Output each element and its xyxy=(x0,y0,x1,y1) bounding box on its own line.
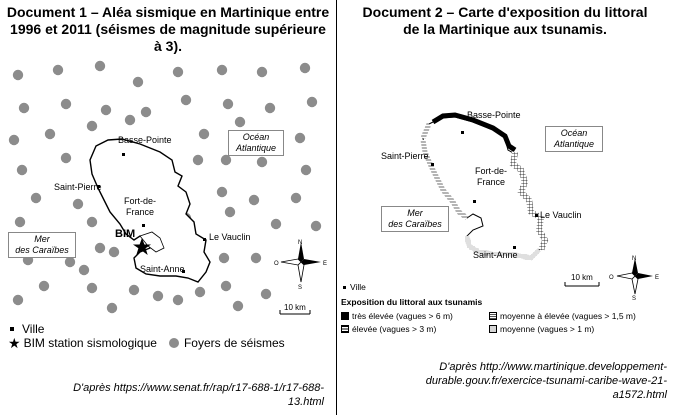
scale-label: 10 km xyxy=(571,273,593,282)
earthquake-focus-dot xyxy=(235,117,245,127)
town-basse-pointe xyxy=(461,131,464,134)
earthquake-focus-dot xyxy=(199,129,209,139)
label-fort-de-france: Fort-de- France xyxy=(475,166,508,187)
earthquake-focus-dot xyxy=(79,265,89,275)
earthquake-focus-dot xyxy=(87,121,97,131)
legend-heading: Exposition du littoral aux tsunamis xyxy=(341,297,483,307)
earthquake-focus-dot xyxy=(221,155,231,165)
compass-n: N xyxy=(632,256,637,262)
earthquake-focus-dot xyxy=(173,295,183,305)
earthquake-focus-dot xyxy=(95,243,105,253)
legend-ville-label: Ville xyxy=(22,322,45,336)
earthquake-focus-dot xyxy=(129,285,139,295)
document-2-title: Document 2 – Carte d'exposition du littoral de la Martinique aux tsunamis. xyxy=(362,4,648,37)
ocean-atlantique-label: Océan Atlantique xyxy=(545,126,603,152)
compass-e: E xyxy=(323,261,328,267)
earthquake-focus-dot xyxy=(153,291,163,301)
legend-moyenne xyxy=(489,324,594,335)
label-fort-de-france: Fort-de- France xyxy=(124,196,157,217)
earthquake-focus-dot xyxy=(221,281,231,291)
earthquake-focus-dot xyxy=(311,221,321,231)
legend-ville xyxy=(8,322,285,336)
compass-n: N xyxy=(298,240,303,246)
earthquake-focus-dot xyxy=(65,257,75,267)
document-1-panel xyxy=(0,0,336,415)
earthquake-focus-dot xyxy=(19,103,29,113)
earthquake-focus-dot xyxy=(15,217,25,227)
earthquake-focus-dot xyxy=(307,97,317,107)
label-saint-anne: Saint-Anne xyxy=(140,264,185,274)
earthquake-focus-dot xyxy=(87,283,97,293)
earthquake-focus-dot xyxy=(13,295,23,305)
earthquake-focus-dot xyxy=(31,193,41,203)
label-le-vauclin: Le Vauclin xyxy=(209,232,251,242)
label-saint-pierre: Saint-Pierre xyxy=(381,151,429,161)
earthquake-focus-dot xyxy=(17,165,27,175)
legend-ville-label: Ville xyxy=(350,282,366,292)
swatch-tres-elevee xyxy=(341,312,349,320)
document-1-legend xyxy=(8,322,285,350)
earthquake-focus-dot xyxy=(249,195,259,205)
earthquake-focus-dot xyxy=(223,99,233,109)
earthquake-focus-dot xyxy=(193,155,203,165)
earthquake-focus-dot xyxy=(13,70,23,80)
earthquake-focus-dot xyxy=(265,103,275,113)
swatch-moyenne-elevee xyxy=(489,312,497,320)
label-basse-pointe: Basse-Pointe xyxy=(118,135,172,145)
earthquake-focus-dot xyxy=(95,61,105,71)
compass-o: O xyxy=(274,261,279,267)
earthquake-focus-dot xyxy=(291,193,301,203)
earthquake-focus-dot xyxy=(173,67,183,77)
earthquake-focus-dot xyxy=(219,253,229,263)
label-saint-anne: Saint-Anne xyxy=(473,250,518,260)
earthquake-focus-dot xyxy=(73,199,83,209)
earthquake-focus-dot xyxy=(61,99,71,109)
compass-s: S xyxy=(298,285,303,291)
earthquake-focus-dot xyxy=(87,217,97,227)
earthquake-focus-dot xyxy=(233,301,243,311)
earthquake-focus-dot xyxy=(261,289,271,299)
scale-label: 10 km xyxy=(284,303,306,312)
earthquake-focus-dot xyxy=(53,65,63,75)
earthquake-focus-dot xyxy=(217,187,227,197)
mer-des-caraibes-label: Mer des Caraïbes xyxy=(8,232,76,258)
document-2-legend xyxy=(341,282,636,335)
earthquake-focus-dot xyxy=(107,303,117,313)
town-le-vauclin xyxy=(203,238,206,241)
legend-moyenne-elevee xyxy=(489,311,636,322)
legend-moyenne-label: moyenne (vagues > 1 m) xyxy=(500,324,595,334)
earthquake-focus-dot xyxy=(251,253,261,263)
label-le-vauclin: Le Vauclin xyxy=(540,210,582,220)
legend-tres-elevee-label: très élevée (vagues > 6 m) xyxy=(352,311,453,321)
earthquake-focus-dot xyxy=(141,107,151,117)
legend-bim xyxy=(8,336,285,350)
document-1-title: Document 1 – Aléa sismique en Martinique entre 1996 et 2011 (séismes de magnitude supérieure à 3). xyxy=(6,4,330,54)
earthquake-focus-dot xyxy=(217,65,227,75)
document-2-panel xyxy=(337,0,673,415)
label-bim: BIM xyxy=(115,228,136,240)
earthquake-focus-dot xyxy=(257,157,267,167)
legend-foyers-label: Foyers de séismes xyxy=(183,336,285,350)
swatch-elevee xyxy=(341,325,349,333)
legend-elevee-label: élevée (vagues > 3 m) xyxy=(352,324,437,334)
earthquake-focus-dot xyxy=(195,287,205,297)
foyer-dot-icon xyxy=(169,338,179,348)
legend-ville xyxy=(341,282,636,293)
star-icon: ★ xyxy=(8,335,21,351)
mer-des-caraibes-label: Mer des Caraïbes xyxy=(381,206,449,232)
town-fort-de-france xyxy=(142,224,145,227)
earthquake-focus-dot xyxy=(257,67,267,77)
earthquake-focus-dot xyxy=(61,153,71,163)
compass-s: S xyxy=(632,296,637,302)
town-fort-de-france xyxy=(473,200,476,203)
label-basse-pointe: Basse-Pointe xyxy=(467,110,521,120)
document-1-source: D'après https://www.senat.fr/rap/r17-688-1/r17-688- 13.html xyxy=(73,382,324,408)
swatch-moyenne xyxy=(489,325,497,333)
legend-moyenne-elevee-label: moyenne à élevée (vagues > 1,5 m) xyxy=(500,311,636,321)
town-saint-anne xyxy=(513,246,516,249)
compass-o: O xyxy=(609,275,614,281)
town-basse-pointe xyxy=(122,153,125,156)
legend-elevee xyxy=(341,324,489,335)
earthquake-focus-dot xyxy=(125,115,135,125)
earthquake-focus-dot xyxy=(225,207,235,217)
ocean-atlantique-label: Océan Atlantique xyxy=(228,130,284,156)
town-saint-pierre xyxy=(431,163,434,166)
earthquake-focus-dot xyxy=(45,129,55,139)
legend-bim-label: BIM station sismologique xyxy=(23,336,157,350)
town-le-vauclin xyxy=(535,214,538,217)
label-saint-pierre: Saint-Pierre xyxy=(54,182,102,192)
earthquake-focus-dot xyxy=(295,133,305,143)
earthquake-focus-dot xyxy=(109,247,119,257)
earthquake-focus-dot xyxy=(39,281,49,291)
document-2-source: D'après http://www.martinique.developpement- durable.gouv.fr/exercice-tsunami-caribe-wave-21- a1572.html xyxy=(425,361,667,401)
earthquake-focus-dot xyxy=(9,135,19,145)
earthquake-focus-dot xyxy=(133,77,143,87)
earthquake-focus-dot xyxy=(101,105,111,115)
earthquake-focus-dot xyxy=(300,63,310,73)
earthquake-focus-dot xyxy=(301,165,311,175)
legend-tres-elevee xyxy=(341,311,489,322)
compass-e: E xyxy=(655,275,660,281)
earthquake-focus-dot xyxy=(271,219,281,229)
earthquake-focus-dot xyxy=(181,95,191,105)
